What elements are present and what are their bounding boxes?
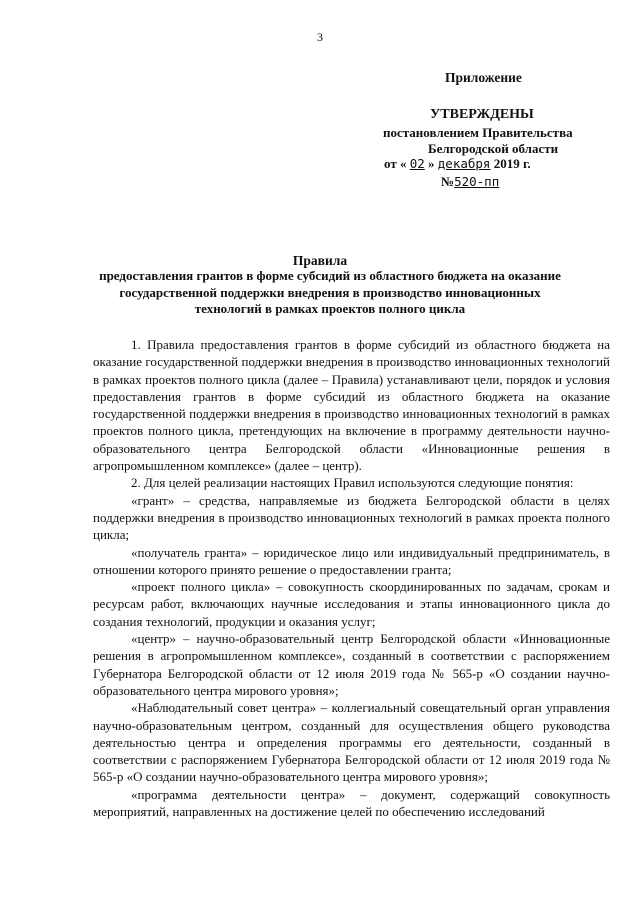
date-mid: » bbox=[428, 156, 435, 171]
number-prefix: № bbox=[441, 174, 455, 189]
document-body bbox=[93, 336, 610, 820]
decree-number: 520-пп bbox=[454, 174, 500, 189]
paragraph-5: «проект полного цикла» – совокупность скоординированных по задачам, срокам и ресурсам работ, включающих научные исследования и этапы инновационного цикла до создания технологий, продукции и оказания услуг; bbox=[93, 579, 610, 629]
document-title: Правила bbox=[292, 253, 348, 268]
decree-number-line bbox=[441, 174, 499, 190]
paragraph-6: «центр» – научно-образовательный центр Белгородской области «Инновационные решения в агропромышленном комплексе», созданный в соответствии с распоряжением Губернатора Белгородской области от 12 июля 2019 года № 565-р «О создании научно-образовательного центра мирового уровня»; bbox=[93, 631, 610, 698]
region-line: Белгородской области bbox=[428, 141, 559, 156]
paragraph-3: «грант» – средства, направляемые из бюджета Белгородской области в целях поддержки внедрения в производство инновационных технологий в рамках проекта полного цикла; bbox=[93, 492, 610, 543]
date-year: 2019 г. bbox=[493, 156, 531, 171]
paragraph-2: 2. Для целей реализации настоящих Правил используются следующие понятия: bbox=[131, 475, 574, 491]
document-subtitle: предоставления грантов в форме субсидий из областного бюджета на оказание государственной поддержки внедрения в производство инновационных технологий в рамках проектов полного цикла bbox=[99, 268, 561, 316]
appendix-label: Приложение bbox=[445, 70, 522, 85]
date-line bbox=[384, 156, 531, 172]
paragraph-7: «Наблюдательный совет центра» – коллегиальный совещательный орган управления научно-образовательным центром, созданный для осуществления общего руководства деятельностью центра и определения программы его деятельности, созданный в соответствии с распоряжением Губернатора Белгородской области от 12 июля 2019 года № 565-р «О создании научно-образовательного центра мирового уровня»; bbox=[93, 700, 610, 785]
date-day: 02 bbox=[409, 156, 425, 171]
paragraph-4: «получатель гранта» – юридическое лицо или индивидуальный предприниматель, в отношении которого принято решение о предоставлении гранта; bbox=[93, 544, 610, 577]
decree-line: постановлением Правительства bbox=[383, 125, 573, 140]
date-prefix: от « bbox=[384, 156, 407, 171]
approved-label: УТВЕРЖДЕНЫ bbox=[430, 107, 534, 122]
paragraph-8: «программа деятельности центра» – документ, содержащий совокупность мероприятий, направленных на достижение целей по обеспечению исследований bbox=[93, 786, 610, 820]
paragraph-1: 1. Правила предоставления грантов в форме субсидий из областного бюджета на оказание государственной поддержки внедрения в производство инновационных технологий в рамках проектов полного цикла (далее – Правила) устанавливают цели, порядок и условия предоставления грантов в форме субсидий из областного бюджета на оказание государственной поддержки внедрения в производство инновационных технологий в рамках проектов полного цикла, претендующих на включение в программу деятельности научно-образовательного центра Белгородской области «Инновационные решения в агропромышленном комплексе» (далее – центр). bbox=[93, 337, 610, 474]
date-month: декабря bbox=[437, 156, 491, 171]
page-number: 3 bbox=[317, 30, 323, 44]
